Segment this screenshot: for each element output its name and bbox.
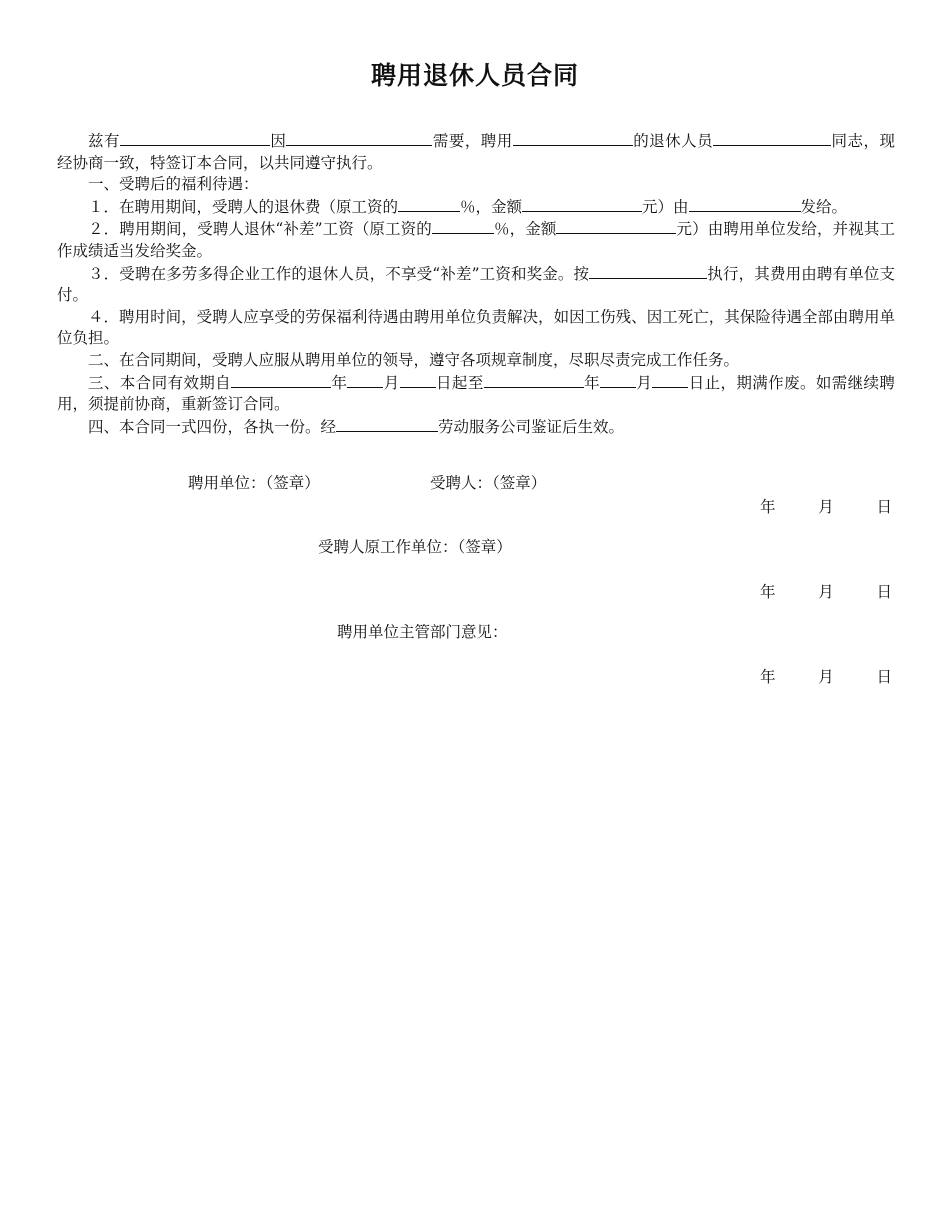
start-day-label: 日起至: [435, 373, 484, 392]
blank-source-unit[interactable]: [513, 130, 633, 146]
date-2-year: 年: [760, 583, 776, 601]
blank-reason[interactable]: [286, 130, 432, 146]
date-1-day: 日: [876, 498, 892, 516]
intro-text-4: 的退休人员: [632, 132, 714, 150]
end-year-label: 年: [583, 373, 601, 392]
blank-pension-amount[interactable]: [522, 196, 642, 212]
date-3-month: 月: [818, 668, 834, 686]
item-1-text-2: ％，金额: [460, 197, 523, 216]
date-3-day: 日: [876, 668, 892, 686]
section-1-heading: 一、受聘后的福利待遇：: [88, 175, 259, 194]
start-month-label: 月: [383, 373, 400, 392]
item-1-text-1: １．在聘用期间，受聘人的退休费（原工资的: [88, 197, 399, 216]
section-3-text-2: 日止，期满作废。如需继续聘用，须提前协商，重新签订合同。: [57, 373, 895, 414]
section-2-paragraph: 二、在合同期间，受聘人应服从聘用单位的领导，遵守各项规章制度，尽职尽责完成工作任务。: [88, 350, 740, 369]
section-4-text-1: 四、本合同一式四份，各执一份。经: [88, 417, 337, 436]
blank-pension-percent[interactable]: [398, 196, 460, 212]
item-2-paragraph: [57, 218, 895, 262]
employer-signature-label: 聘用单位：（签章）: [188, 474, 320, 492]
blank-retiree-name[interactable]: [713, 130, 831, 146]
employee-signature-label: 受聘人：（签章）: [430, 474, 547, 492]
original-unit-signature-label: 受聘人原工作单位：（签章）: [318, 538, 512, 556]
date-2-day: 日: [876, 583, 892, 601]
blank-end-month[interactable]: [600, 372, 636, 388]
blank-start-month[interactable]: [347, 372, 383, 388]
item-1-text-3: 元）由: [642, 197, 689, 216]
item-3-text-1: ３．受聘在多劳多得企业工作的退休人员，不享受“补差”工资和奖金。按: [88, 264, 590, 283]
item-3-text-2: 执行，其费用由聘有单位支付。: [57, 264, 895, 305]
item-4-paragraph: ４．聘用时间，受聘人应享受的劳保福利待遇由聘用单位负责解决，如因工伤残、因工死亡，其保险待遇全部由聘用单位负担。: [57, 307, 895, 348]
section-4-text-2: 劳动服务公司鉴证后生效。: [438, 417, 625, 436]
intro-paragraph: [57, 130, 895, 174]
intro-text-2: 因: [269, 132, 287, 150]
item-3-paragraph: [57, 263, 895, 307]
supervisor-opinion-label: 聘用单位主管部门意见：: [337, 623, 508, 641]
item-1-paragraph: [57, 196, 895, 219]
item-2-text-2: ％，金额: [493, 220, 557, 239]
blank-start-year[interactable]: [231, 372, 331, 388]
intro-text-5: 同志，现经协商一致，特签订本合同，以共同遵守执行。: [57, 132, 895, 172]
blank-service-company[interactable]: [336, 416, 438, 432]
blank-pension-payer[interactable]: [689, 196, 801, 212]
date-2-month: 月: [818, 583, 834, 601]
date-1-month: 月: [818, 498, 834, 516]
date-line-2: [752, 580, 892, 602]
blank-subsidy-percent[interactable]: [432, 218, 494, 234]
date-3-year: 年: [760, 668, 776, 686]
date-1-year: 年: [760, 498, 776, 516]
contract-body: [57, 130, 895, 438]
blank-regulation[interactable]: [589, 263, 707, 279]
blank-end-year[interactable]: [484, 372, 584, 388]
blank-company[interactable]: [120, 130, 270, 146]
intro-text-3: 需要，聘用: [432, 132, 513, 150]
blank-end-day[interactable]: [652, 372, 688, 388]
item-2-text-1: ２．聘用期间，受聘人退休“补差”工资（原工资的: [88, 220, 432, 239]
section-4-paragraph: [57, 416, 895, 439]
date-line-3: [752, 665, 892, 687]
date-line-1: [752, 495, 892, 517]
end-month-label: 月: [636, 373, 653, 392]
item-2-text-3: 元）由聘用单位发给，并视其工作成绩适当发给奖金。: [57, 220, 895, 260]
start-year-label: 年: [331, 373, 348, 392]
section-3-paragraph: [57, 372, 895, 416]
blank-start-day[interactable]: [400, 372, 436, 388]
item-1-text-4: 发给。: [800, 197, 848, 216]
blank-subsidy-amount[interactable]: [556, 218, 676, 234]
document-title: 聘用退休人员合同: [370, 61, 579, 90]
section-3-text-1: 三、本合同有效期自: [88, 373, 232, 392]
intro-text-1: 兹有: [88, 132, 120, 150]
